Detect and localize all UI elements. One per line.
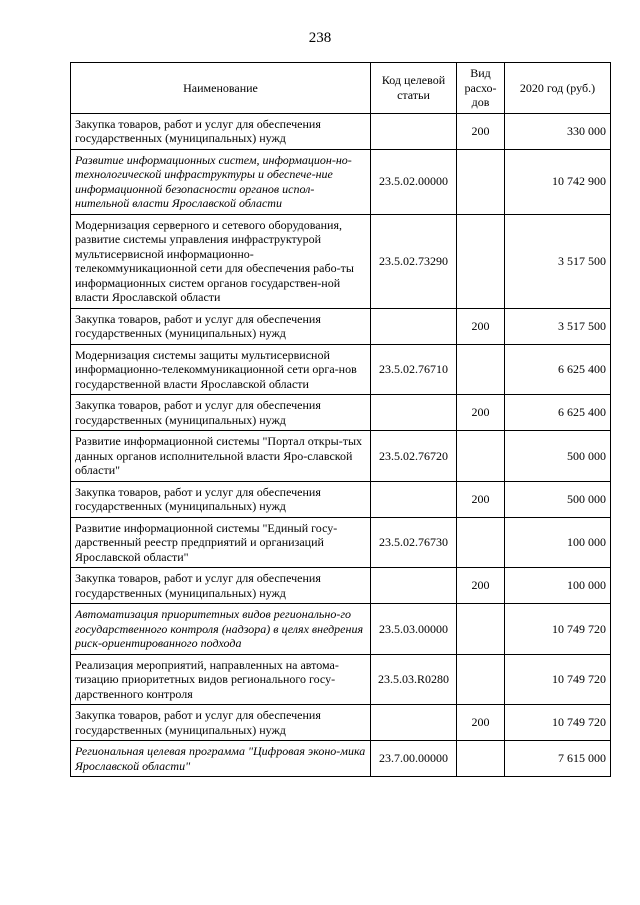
row-amount: 330 000 xyxy=(505,113,611,149)
row-expense-type xyxy=(457,604,505,655)
table-row xyxy=(71,741,611,777)
budget-table xyxy=(70,62,611,777)
row-name: Закупка товаров, работ и услуг для обеспечения государственных (муниципальных) нужд xyxy=(71,113,371,149)
row-amount: 3 517 500 xyxy=(505,214,611,308)
row-name: Региональная целевая программа "Цифровая эконо-мика Ярославской области" xyxy=(71,741,371,777)
row-code xyxy=(371,308,457,344)
row-expense-type xyxy=(457,149,505,214)
header-amount: 2020 год (руб.) xyxy=(505,63,611,114)
row-code xyxy=(371,705,457,741)
row-code: 23.5.02.76710 xyxy=(371,344,457,395)
row-code: 23.5.02.76720 xyxy=(371,431,457,482)
row-amount: 500 000 xyxy=(505,481,611,517)
table-row xyxy=(71,344,611,395)
row-amount: 10 742 900 xyxy=(505,149,611,214)
table-header-row xyxy=(71,63,611,114)
row-name: Развитие информационной системы "Единый госу-дарственный реестр предприятий и организаций Ярославской области" xyxy=(71,517,371,568)
row-expense-type xyxy=(457,654,505,705)
table-row xyxy=(71,568,611,604)
table-body xyxy=(71,113,611,777)
row-code xyxy=(371,568,457,604)
table-row xyxy=(71,308,611,344)
row-code: 23.5.02.76730 xyxy=(371,517,457,568)
row-code xyxy=(371,481,457,517)
row-name: Закупка товаров, работ и услуг для обеспечения государственных (муниципальных) нужд xyxy=(71,395,371,431)
row-name: Реализация мероприятий, направленных на автома-тизацию приоритетных видов регионального госу-дарственного контроля xyxy=(71,654,371,705)
row-expense-type: 200 xyxy=(457,568,505,604)
row-expense-type xyxy=(457,431,505,482)
page-number: 238 xyxy=(308,30,332,46)
row-name: Модернизация системы защиты мультисервисной информационно-телекоммуникационной сети орга-нов государственной власти Ярославской области xyxy=(71,344,371,395)
row-amount: 6 625 400 xyxy=(505,344,611,395)
row-amount: 7 615 000 xyxy=(505,741,611,777)
row-expense-type: 200 xyxy=(457,395,505,431)
row-code: 23.5.02.73290 xyxy=(371,214,457,308)
table-row xyxy=(71,214,611,308)
row-amount: 500 000 xyxy=(505,431,611,482)
row-code: 23.5.03.R0280 xyxy=(371,654,457,705)
row-code: 23.5.02.00000 xyxy=(371,149,457,214)
row-name: Развитие информационной системы "Портал откры-тых данных органов исполнительной власти Яро-славской области" xyxy=(71,431,371,482)
table-row xyxy=(71,149,611,214)
row-expense-type xyxy=(457,214,505,308)
header-type: Вид расхо-дов xyxy=(457,63,505,114)
row-name: Закупка товаров, работ и услуг для обеспечения государственных (муниципальных) нужд xyxy=(71,705,371,741)
header-code: Код целевой статьи xyxy=(371,63,457,114)
row-amount: 100 000 xyxy=(505,568,611,604)
row-code xyxy=(371,395,457,431)
row-amount: 6 625 400 xyxy=(505,395,611,431)
table-row xyxy=(71,113,611,149)
row-amount: 100 000 xyxy=(505,517,611,568)
row-name: Закупка товаров, работ и услуг для обеспечения государственных (муниципальных) нужд xyxy=(71,481,371,517)
row-code: 23.5.03.00000 xyxy=(371,604,457,655)
table-row xyxy=(71,395,611,431)
row-expense-type: 200 xyxy=(457,113,505,149)
row-expense-type xyxy=(457,344,505,395)
row-expense-type: 200 xyxy=(457,481,505,517)
row-amount: 10 749 720 xyxy=(505,654,611,705)
table-row xyxy=(71,705,611,741)
row-name: Закупка товаров, работ и услуг для обеспечения государственных (муниципальных) нужд xyxy=(71,308,371,344)
table-row xyxy=(71,481,611,517)
header-name: Наименование xyxy=(71,63,371,114)
row-name: Закупка товаров, работ и услуг для обеспечения государственных (муниципальных) нужд xyxy=(71,568,371,604)
row-code xyxy=(371,113,457,149)
table-row xyxy=(71,604,611,655)
row-expense-type xyxy=(457,741,505,777)
row-expense-type: 200 xyxy=(457,705,505,741)
row-amount: 10 749 720 xyxy=(505,604,611,655)
row-code: 23.7.00.00000 xyxy=(371,741,457,777)
table-row xyxy=(71,654,611,705)
row-amount: 10 749 720 xyxy=(505,705,611,741)
row-expense-type: 200 xyxy=(457,308,505,344)
table-row xyxy=(71,517,611,568)
table-row xyxy=(71,431,611,482)
row-name: Модернизация серверного и сетевого оборудования, развитие системы управления инфраструктурой мультисервисной информационно-телекоммуникационной сети для обеспечения рабо-ты информационных систем органов государствен-ной власти Ярославской области xyxy=(71,214,371,308)
row-name: Автоматизация приоритетных видов регионально-го государственного контроля (надзора) в целях внедрения риск-ориентированного подхода xyxy=(71,604,371,655)
row-name: Развитие информационных систем, информацион-но-технологической инфраструктуры и обеспече-ние информационной безопасности органов испол-нительной власти Ярославской области xyxy=(71,149,371,214)
row-amount: 3 517 500 xyxy=(505,308,611,344)
row-expense-type xyxy=(457,517,505,568)
